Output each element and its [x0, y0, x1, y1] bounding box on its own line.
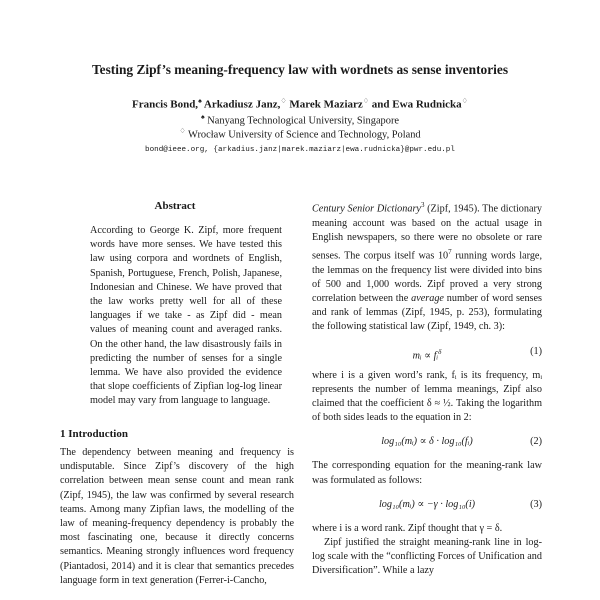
paragraph — [312, 198, 542, 335]
emphasis: average — [411, 293, 444, 304]
equation-1-number: (1) — [530, 345, 542, 357]
affiliation-mark: ♠ — [200, 113, 205, 121]
introduction-text: The dependency between meaning and frequency is undisputable. Since Zipf’s discovery of the high correlation between mean sense count and mean rank (Zipf, 1945), the law was confirmed by several research teams. Among many Zipfian laws, the modelling of the law of meaning-frequency dependency is probably the most fascinating one, because it directly concerns semantics. Meaning strongly influences word frequency (Piantadosi, 2014) and it is clear that semantics precedes language form in text generation (Ferrer-i-Cancho, — [60, 447, 294, 586]
abstract-heading: Abstract — [154, 200, 196, 212]
affiliation-mark: ♢ — [179, 127, 186, 135]
paragraph: where i is a given word’s rank, fᵢ is its frequency, mᵢ represents the number of lemma meanings, Zipf also claimed that the coefficient δ ≈ ½. Taking the logarithm of both sides leads to the equation in 2: — [312, 369, 542, 424]
paragraph: where i is a word rank. Zipf thought that γ = δ. — [312, 522, 503, 534]
paragraph-text: running words large, the lemmas on the frequency list were divided into bins of 500 and 1,000 words. Zipf proved a very strong correlation between the — [312, 250, 542, 304]
equation-3-body: log₁₀(mᵢ) ∝ −γ · log₁₀(i) — [378, 498, 476, 510]
affiliation-1-text: Nanyang Technological University, Singapore — [204, 115, 400, 127]
equation-1-body: mᵢ ∝ fᵢ — [412, 350, 439, 361]
affiliation-mark: ♢ — [461, 97, 468, 105]
affiliation-mark: ♢ — [280, 97, 287, 105]
right-column — [312, 198, 542, 579]
section-heading-introduction: 1 Introduction — [60, 428, 128, 440]
affiliation-1 — [0, 113, 600, 126]
author-maziarz: Marek Maziarz — [286, 98, 363, 111]
affiliation-mark: ♠ — [198, 97, 202, 105]
dictionary-title: Century Senior Dictionary — [312, 203, 421, 215]
equation-2 — [312, 435, 542, 449]
equation-3-number: (3) — [530, 498, 542, 510]
footnote-mark: 3 — [420, 201, 425, 209]
affiliation-2-text: Wrocław University of Science and Technology, Poland — [185, 129, 421, 141]
equation-1 — [312, 345, 542, 359]
paragraph: The corresponding equation for the meaning-rank law was formulated as follows: — [312, 460, 542, 486]
author-rudnicka: and Ewa Rudnicka — [369, 98, 462, 111]
abstract-text: According to George K. Zipf, more frequent words have more senses. We have tested this law using corpora and wordnets of English, Spanish, Portuguese, French, Polish, Japanese, Indonesian and Chinese. We have proved that the law works pretty well for all of these languages if we take - as Zipf did - mean values of meaning count and averaged ranks. On the other hand, the law disastrously fails in predicting the number of senses for a single lemma. We have also provided the evidence that slope coefficients of Zipfian log-log linear model may vary from language to language. — [90, 225, 282, 407]
equation-3 — [312, 498, 542, 512]
author-list — [0, 96, 600, 111]
paragraph: Zipf justified the straight meaning-rank line in log-log scale with the “conflicting Forces of Unification and Diversification”. While a lazy — [312, 537, 542, 577]
equation-2-body: log₁₀(mᵢ) ∝ δ · log₁₀(fᵢ) — [381, 436, 473, 448]
author-bond: Francis Bond, — [132, 98, 199, 111]
equation-2-number: (2) — [530, 436, 542, 448]
affiliation-2 — [0, 127, 600, 140]
paragraph-text: number of word senses and rank of lemmas (Zipf, 1945, p. 253), formulating the following statistical law (Zipf, 1949, ch. 3): — [312, 293, 542, 333]
equation-1-exponent: δ — [438, 347, 442, 356]
exponent: 7 — [448, 248, 452, 256]
author-emails: bond@ieee.org, {arkadius.janz|marek.maziarz|ewa.rudnicka}@pwr.edu.pl — [145, 146, 455, 154]
affiliation-mark: ♢ — [362, 97, 370, 105]
author-janz: Arkadiusz Janz, — [201, 98, 281, 111]
paragraph-text: (Zipf, 1945). The dictionary meaning account was based on the actual usage in English newspapers, so there were no obsolete or rare senses. The corpus itself was 10 — [312, 203, 542, 262]
paper-title: Testing Zipf’s meaning-frequency law with wordnets as sense inventories — [91, 62, 509, 77]
